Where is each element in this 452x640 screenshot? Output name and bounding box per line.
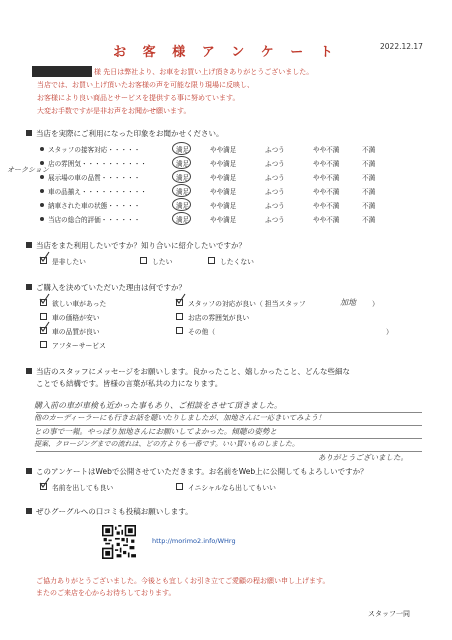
square-bullet-icon [26,468,32,474]
redacted-customer-name [32,66,92,77]
checkbox-icon[interactable] [140,257,147,264]
q3-left-option-4[interactable]: アフターサービス [40,340,106,350]
q1-row-6-opt-1[interactable]: 満足 [176,216,190,224]
q1-row-2-opt-1[interactable]: 満足 [176,160,190,168]
handwritten-message-line-2: 他のカーディーラーにも行きお話を聴いたりしましたが、加地さんに一応きいてみよう！ [34,413,326,422]
q1-row-1-opt-1[interactable]: 満足 [176,146,190,154]
q3-left-option-1[interactable]: 欲しい車があった [40,298,106,308]
q4-heading: 当店のスタッフにメッセージをお願いします。良かったこと、嬉しかったこと、どんな些細な [26,366,350,377]
other-close-paren: ） [386,328,393,336]
q1-row-1-label: スタッフの接客対応・・・・・ [40,144,140,154]
checkmark-icon [38,321,50,333]
handwritten-message-line-3: との事で一報。やっぱり加地さんにお願いしてよかった。傾聴の姿勢と [34,427,277,436]
handwritten-staff-name: 加地 [340,298,356,307]
q1-row-5-opt-2[interactable]: やや満足 [210,202,237,210]
q1-row-4-opt-1[interactable]: 満足 [176,188,190,196]
q1-row-4-opt-3[interactable]: ふつう [265,188,285,196]
circle-mark-icon [172,184,191,197]
handwritten-message-line-4: 提案、クロージングまでの流れは、どの方よりも一番です。いい買いものしました。 [34,440,299,448]
staff-close-paren: ） [372,300,379,308]
dot-bullet-icon [40,147,44,151]
q1-row-1-opt-4[interactable]: やや不満 [313,146,340,154]
dot-bullet-icon [40,189,44,193]
q1-row-3-opt-1[interactable]: 満足 [176,174,190,182]
q1-row-3-opt-4[interactable]: やや不満 [313,174,340,182]
q2-option-1[interactable]: 是非したい [40,256,86,266]
square-bullet-icon [26,242,32,248]
q2-heading: 当店をまた利用したいですか？知り合いに紹介したいですか？ [26,240,246,251]
intro-line-1: 様 先日は弊社より、お車をお買い上げ頂きありがとうございました。 [94,68,314,76]
q1-row-1-opt-5[interactable]: 不満 [362,146,376,154]
circle-mark-icon [172,142,191,155]
checkbox-icon[interactable] [208,257,215,264]
q3-right-option-2[interactable]: お店の雰囲気が良い [176,312,249,322]
q1-row-2-opt-3[interactable]: ふつう [265,160,285,168]
staff-signature: スタッフ一同 [368,610,410,618]
q1-row-2-label: 店の雰囲気・・・・・・・・・・ [40,158,147,168]
q3-right-option-1[interactable]: スタッフの対応が良い（ 担当スタッフ [176,298,306,308]
q1-row-3-opt-3[interactable]: ふつう [265,174,285,182]
q4-heading-2: ことでも結構です。皆様の言葉が私共の力になります。 [36,379,223,388]
q1-row-4-opt-2[interactable]: やや満足 [210,188,237,196]
handwritten-message-line-1: 購入前の車が車検も近かった事もあり、ご相談をさせて頂きました。 [34,401,282,410]
checkmark-icon [38,251,50,263]
checkbox-icon[interactable] [176,313,183,320]
survey-date: 2022.12.17 [380,42,423,51]
footer-line-1: ご協力ありがとうございました。今後とも宜しくお引き立てご愛顧の程お願い申し上げます。 [36,577,330,585]
checkmark-icon [38,477,50,489]
q1-row-2-opt-5[interactable]: 不満 [362,160,376,168]
q1-row-3-opt-2[interactable]: やや満足 [210,174,237,182]
checkbox-icon[interactable] [176,483,183,490]
footer-line-2: またのご来店を心からお待ちしております。 [36,589,176,597]
q1-row-6-label: 当店の総合的評価・・・・・・ [40,214,140,224]
q1-heading: 当店を実際にご利用になった印象をお聞かせください。 [26,128,224,139]
q1-row-6-opt-5[interactable]: 不満 [362,216,376,224]
qr-code-icon[interactable] [102,525,136,559]
handwritten-margin-note: オークション [7,166,49,174]
square-bullet-icon [26,284,32,290]
circle-mark-icon [172,156,191,169]
q5-heading: このアンケートはWebで公開させていただきます。お名前をWeb上に公開してもよろしいですか？ [26,466,368,477]
q1-row-3-label: 展示場の車の品質・・・・・・ [40,172,140,182]
q1-row-6-opt-3[interactable]: ふつう [265,216,285,224]
circle-mark-icon [172,170,191,183]
q1-row-4-opt-5[interactable]: 不満 [362,188,376,196]
q3-right-option-3[interactable]: その他（ [176,326,215,336]
checkbox-icon[interactable] [40,341,47,348]
q1-row-5-opt-5[interactable]: 不満 [362,202,376,210]
q3-left-option-3[interactable]: 車の品質が良い [40,326,100,336]
dot-bullet-icon [40,217,44,221]
handwritten-message-line-5: ありがとうございました。 [318,453,408,462]
dot-bullet-icon [40,175,44,179]
q2-option-2[interactable]: したい [140,256,172,266]
q1-row-3-opt-5[interactable]: 不満 [362,174,376,182]
q2-option-3[interactable]: したくない [208,256,254,266]
q1-row-1-opt-2[interactable]: やや満足 [210,146,237,154]
q5-option-2[interactable]: イニシャルなら出してもいい [176,482,276,492]
q6-heading: ぜひグーグルへの口コミも投稿お願いします。 [26,506,193,517]
checkbox-icon[interactable] [40,313,47,320]
checkmark-icon [174,293,186,305]
q1-row-2-opt-4[interactable]: やや不満 [313,160,340,168]
q1-row-5-opt-1[interactable]: 満足 [176,202,190,210]
square-bullet-icon [26,368,32,374]
q1-row-6-opt-2[interactable]: やや満足 [210,216,237,224]
square-bullet-icon [26,508,32,514]
q1-row-2-opt-2[interactable]: やや満足 [210,160,237,168]
review-url-link[interactable]: http://morimo2.info/WHrg [152,537,236,545]
q1-row-6-opt-4[interactable]: やや不満 [313,216,340,224]
q3-left-option-2[interactable]: 車の価格が安い [40,312,100,322]
circle-mark-icon [172,212,191,225]
page-title: お 客 様 ア ン ケ ー ト [113,45,339,60]
intro-line-4: 大変お手数ですが是非お声をお聞かせ願います。 [37,107,191,115]
q1-row-4-opt-4[interactable]: やや不満 [313,188,340,196]
q3-heading: ご購入を決めていただいた理由は何ですか？ [26,282,186,293]
q5-option-1[interactable]: 名前を出しても良い [40,482,113,492]
dot-bullet-icon [40,203,44,207]
square-bullet-icon [26,130,32,136]
dot-bullet-icon [40,161,44,165]
q1-row-1-opt-3[interactable]: ふつう [265,146,285,154]
q1-row-5-opt-4[interactable]: やや不満 [313,202,340,210]
intro-line-2: 当店では、お買い上げ頂いたお客様の声を可能な限り現場に反映し、 [37,81,254,89]
intro-line-3: お客様により良い商品とサービスを提供する事に努めています。 [37,94,240,102]
checkbox-icon[interactable] [176,327,183,334]
q1-row-4-label: 車の品揃え・・・・・・・・・・ [40,186,147,196]
checkmark-icon [38,293,50,305]
q1-row-5-opt-3[interactable]: ふつう [265,202,285,210]
circle-mark-icon [172,198,191,211]
q1-row-5-label: 納車された車の状態・・・・・ [40,200,140,210]
